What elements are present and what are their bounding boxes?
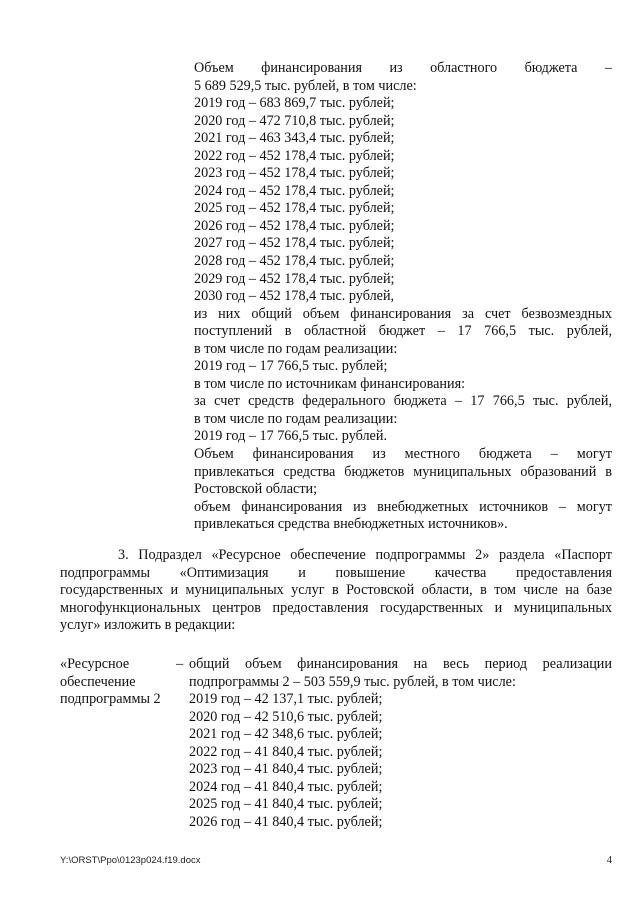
budget-line: 2028 год – 452 178,4 тыс. рублей; [194, 253, 395, 270]
resource-label-line: «Ресурсное [60, 656, 130, 672]
paragraph-line: 3. Подраздел «Ресурсное обеспечение подпрограммы 2» раздела «Паспорт [118, 547, 612, 563]
budget-line: 2020 год – 472 710,8 тыс. рублей; [194, 112, 395, 129]
resource-line: 2024 год – 41 840,4 тыс. рублей; [189, 778, 383, 795]
paragraph-line: многофункциональных центров предоставления государственных и муниципальных [60, 599, 612, 616]
budget-line: Объем финансирования из областного бюджета – [194, 60, 612, 76]
budget-line: 2019 год – 683 869,7 тыс. рублей; [194, 95, 395, 112]
resource-line: 2019 год – 42 137,1 тыс. рублей; [189, 691, 383, 708]
resource-body [189, 656, 612, 831]
resource-line: 2025 год – 41 840,4 тыс. рублей; [189, 796, 383, 813]
budget-line: Объем финансирования из местного бюджета – могут [194, 446, 612, 463]
budget-line: 2030 год – 452 178,4 тыс. рублей, [194, 288, 395, 305]
resource-line: 2026 год – 41 840,4 тыс. рублей; [189, 813, 383, 830]
resource-line: 2022 год – 41 840,4 тыс. рублей; [189, 743, 383, 760]
budget-line: 2019 год – 17 766,5 тыс. рублей. [194, 428, 387, 445]
budget-line: в том числе по источникам финансирования: [194, 375, 466, 392]
budget-line: привлекаться средства бюджетов муниципальных образований в [194, 463, 612, 480]
resource-dash: – [176, 656, 184, 672]
resource-label-line: подпрограммы 2 [60, 691, 161, 708]
budget-line: 2027 год – 452 178,4 тыс. рублей; [194, 235, 395, 252]
resource-line: 2021 год – 42 348,6 тыс. рублей; [189, 726, 383, 743]
page-number: 4 [606, 855, 612, 866]
paragraph-line: подпрограммы «Оптимизация и повышение качества предоставления [60, 564, 612, 581]
budget-line: из них общий объем финансирования за счет безвозмездных [194, 305, 612, 322]
resource-line: 2020 год – 42 510,6 тыс. рублей; [189, 708, 383, 725]
paragraph-line: государственных и муниципальных услуг в Ростовской области, в том числе на базе [60, 582, 612, 599]
budget-line: Ростовской области; [194, 481, 318, 498]
budget-line: за счет средств федерального бюджета – 17 766,5 тыс. рублей, [194, 393, 612, 410]
resource-line: 2023 год – 41 840,4 тыс. рублей; [189, 761, 383, 778]
budget-line: 2021 год – 463 343,4 тыс. рублей; [194, 130, 395, 147]
budget-line: 2026 год – 452 178,4 тыс. рублей; [194, 217, 395, 234]
budget-line: 2023 год – 452 178,4 тыс. рублей; [194, 165, 395, 182]
budget-line: в том числе по годам реализации: [194, 410, 398, 427]
budget-line: 5 689 529,5 тыс. рублей, в том числе: [194, 77, 417, 94]
budget-line: привлекаться средства внебюджетных источников». [194, 516, 508, 533]
paragraph-3 [60, 547, 612, 635]
budget-line: 2019 год – 17 766,5 тыс. рублей; [194, 358, 388, 375]
budget-line: поступлений в областной бюджет – 17 766,5 тыс. рублей, [194, 323, 612, 340]
budget-block [194, 60, 612, 534]
budget-line: в том числе по годам реализации: [194, 340, 398, 357]
budget-line: 2029 год – 452 178,4 тыс. рублей; [194, 270, 395, 287]
file-path: Y:\ORST\Ppo\0123p024.f19.docx [60, 855, 201, 866]
resource-line: общий объем финансирования на весь период реализации [189, 656, 612, 672]
resource-line: подпрограммы 2 – 503 559,9 тыс. рублей, в том числе: [189, 673, 516, 690]
resource-label [60, 656, 178, 709]
budget-line: 2024 год – 452 178,4 тыс. рублей; [194, 182, 395, 199]
paragraph-line: услуг» изложить в редакции: [60, 617, 236, 634]
budget-line: 2025 год – 452 178,4 тыс. рублей; [194, 200, 395, 217]
budget-line: 2022 год – 452 178,4 тыс. рублей; [194, 147, 395, 164]
resource-label-line: обеспечение [60, 673, 136, 690]
budget-line: объем финансирования из внебюджетных источников – могут [194, 498, 612, 515]
